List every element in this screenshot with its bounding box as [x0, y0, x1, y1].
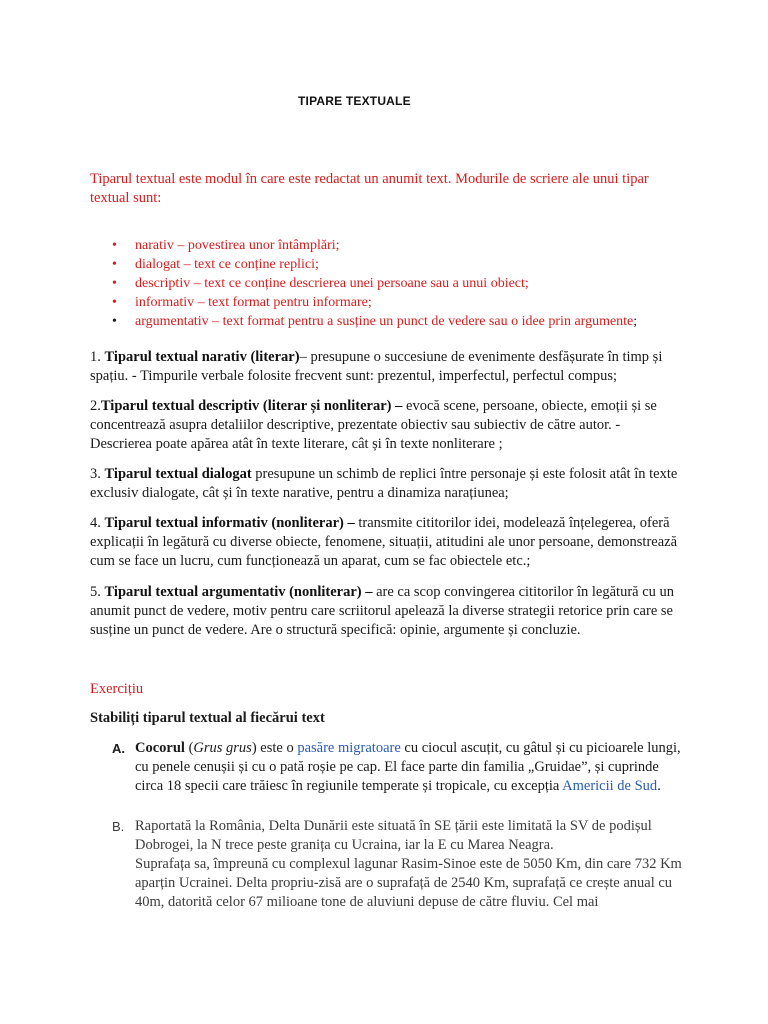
writing-modes-list — [110, 236, 710, 331]
exercise-list-b — [110, 817, 682, 912]
paragraph-heading: Tiparul textual argumentativ (nonliterar) – — [104, 584, 373, 600]
paragraph-heading: Tiparul textual narativ (literar) — [104, 349, 300, 365]
bullet-icon: • — [112, 276, 117, 291]
paragraph-narrative — [90, 348, 678, 386]
list-item-text: dialogat – text ce conține replici; — [135, 257, 319, 272]
link-migratory-bird[interactable]: pasăre migratoare — [297, 740, 401, 756]
item-text: ( — [184, 740, 194, 756]
paragraph-text: transmite cititorilor idei, modelează înțelegerea, oferă explicații în legătură cu diverse obiecte, fenomene, situații, atitudini ale unor persoane, demonstrează cum se face un lucru, cum funcționează un aparat, cum se fac obiectele etc.; — [90, 515, 678, 569]
list-item-text: descriptiv – text ce conține descrierea unei persoane sau a unui obiect; — [135, 276, 529, 291]
exercise-item-b — [110, 817, 682, 912]
list-item — [110, 255, 710, 274]
paragraph-argumentative — [90, 583, 678, 640]
paragraph-heading: Tiparul textual dialogat — [104, 466, 252, 482]
link-south-america[interactable]: Americii de Sud — [562, 778, 658, 794]
list-item — [110, 236, 710, 255]
exercise-heading: Exercițiu — [90, 681, 144, 697]
exercise-list-a — [110, 739, 682, 796]
list-item-text: narativ – povestirea unor întâmplări; — [135, 238, 340, 253]
intro-paragraph: Tiparul textual este modul în care este redactat un anumit text. Modurile de scriere ale unui tipar textual sunt: — [90, 171, 649, 206]
paragraph-text: are ca scop convingerea cititorilor în legătură cu un anumit punct de vedere, motiv pentru care scriitorul apelează la diverse strategii retorice prin care se susține un punct de vedere. Are o structură specifică: opinie, argumente și concluzie. — [90, 584, 675, 638]
list-item-text: argumentativ – text format pentru a susține un punct de vedere sau o idee prin argumente — [135, 314, 634, 329]
paragraph-number: 1. — [90, 349, 105, 365]
item-text: . — [657, 778, 661, 794]
paragraph-dialogue — [90, 465, 678, 503]
page-title: TIPARE TEXTUALE — [298, 94, 411, 108]
bullet-icon: • — [112, 295, 117, 310]
paragraph-number: 2. — [90, 398, 101, 414]
scientific-name: Grus grus — [193, 740, 252, 756]
list-item — [110, 274, 710, 293]
list-item-tail: ; — [633, 314, 638, 329]
bullet-icon: • — [112, 314, 117, 329]
item-text: Raportată la România, Delta Dunării este situată în SE țării este limitată la SV de podișul Dobrogei, la N trece peste granița cu Ucraina, iar la E cu Marea Neagra. — [135, 818, 652, 853]
item-keyword: Cocorul — [135, 740, 185, 756]
item-text: ) este o — [251, 740, 298, 756]
paragraph-number: 3. — [90, 466, 105, 482]
list-item-text: informativ – text format pentru informare; — [135, 295, 372, 310]
bullet-icon: • — [112, 238, 117, 253]
item-text: cu ciocul ascuțit, cu gâtul și cu picioarele lungi, cu penele cenușii și cu o pată roșie pe cap. El face parte din familia „Gruidae”, și cuprinde circa 18 specii care trăiesc în regiunile temperate și tropicale, cu excepția — [135, 740, 681, 794]
bullet-icon: • — [112, 257, 117, 272]
paragraph-informative — [90, 514, 678, 571]
list-item — [110, 312, 710, 331]
paragraph-text: presupune un schimb de replici între personaje și este folosit atât în texte exclusiv dialogate, cât și în texte narative, pentru a dinamiza narațiunea; — [90, 466, 678, 501]
item-letter: B. — [112, 819, 125, 834]
exercise-task: Stabiliți tiparul textual al fiecărui text — [90, 710, 325, 726]
item-text: Suprafața sa, împreună cu complexul lagunar Rasim-Sinoe este de 5050 Km, din care 732 Km aparțin Ucrainei. Delta propriu-zisă are o suprafață de 2540 Km, suprafață ce crește anual cu 40m, datorită celor 67 milioane tone de aluviuni depuse de către fluviu. Cel mai — [135, 856, 682, 910]
item-letter: A. — [112, 741, 125, 756]
paragraph-number: 4. — [90, 515, 105, 531]
paragraph-text: evocă scene, persoane, obiecte, emoții și se concentrează asupra detaliilor descriptive, prezentate obiectiv sau subiectiv de către autor. - Descrierea poate apărea atât în texte literare, cât și în texte nonliterare ; — [90, 398, 657, 452]
paragraph-heading: Tiparul textual descriptiv (literar și nonliterar) – — [100, 398, 403, 414]
list-item — [110, 293, 710, 312]
paragraph-text: – presupune o succesiune de evenimente desfășurate în timp și spațiu. - Timpurile verbale folosite frecvent sunt: prezentul, imperfectul, perfectul compus; — [90, 349, 663, 384]
paragraph-descriptive — [90, 397, 678, 454]
exercise-item-a — [110, 739, 682, 796]
paragraph-number: 5. — [90, 584, 105, 600]
paragraph-heading: Tiparul textual informativ (nonliterar) – — [104, 515, 355, 531]
